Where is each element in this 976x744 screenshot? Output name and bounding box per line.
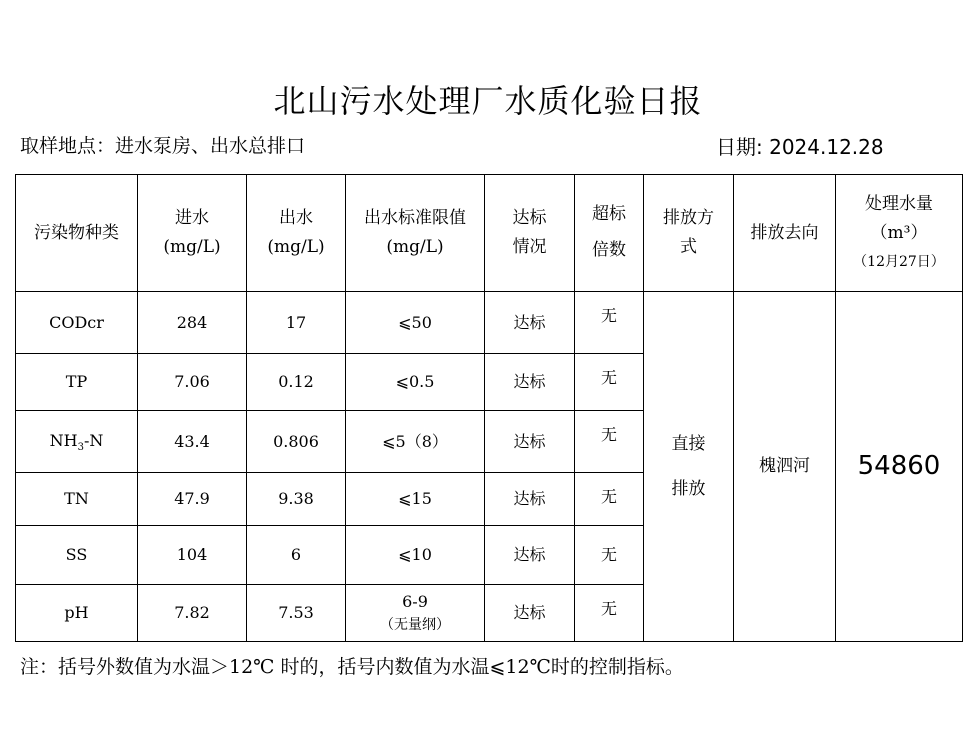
cell-exceed: 无 [575,354,644,411]
cell-outflow: 0.12 [247,354,346,411]
header-row [16,175,963,292]
header-discharge-mode: 排放方 式 [644,175,734,292]
water-quality-table [15,174,963,642]
cell-status: 达标 [485,292,575,354]
report-date: 日期: 2024.12.28 [716,135,884,159]
cell-status: 达标 [485,354,575,411]
cell-inflow: 43.4 [138,411,247,473]
cell-discharge-mode: 直接 排放 [644,292,734,642]
header-outflow: 出水 (mg/L) [247,175,346,292]
header-inflow: 进水 (mg/L) [138,175,247,292]
cell-status: 达标 [485,526,575,585]
cell-pollutant: TP [16,354,138,411]
sample-site: 取样地点：进水泵房、出水总排口 [20,135,306,157]
cell-outflow: 7.53 [247,585,346,642]
cell-exceed: 无 [575,473,644,526]
cell-limit: ⩽15 [346,473,485,526]
cell-status: 达标 [485,411,575,473]
header-volume: 处理水量 （m³） （12月27日） [836,175,963,292]
cell-outflow: 0.806 [247,411,346,473]
cell-limit: 6-9 （无量纲） [346,585,485,642]
cell-limit: ⩽10 [346,526,485,585]
cell-exceed: 无 [575,585,644,642]
cell-pollutant: SS [16,526,138,585]
cell-outflow: 9.38 [247,473,346,526]
header-status: 达标 情况 [485,175,575,292]
cell-limit: ⩽5（8） [346,411,485,473]
cell-outflow: 6 [247,526,346,585]
footnote: 注：括号外数值为水温＞12℃ 时的，括号内数值为水温⩽12℃时的控制指标。 [20,656,684,678]
cell-destination: 槐泗河 [734,292,836,642]
header-destination: 排放去向 [734,175,836,292]
cell-exceed: 无 [575,292,644,354]
cell-exceed: 无 [575,526,644,585]
cell-pollutant: CODcr [16,292,138,354]
cell-pollutant: pH [16,585,138,642]
cell-inflow: 7.82 [138,585,247,642]
cell-outflow: 17 [247,292,346,354]
cell-limit: ⩽50 [346,292,485,354]
cell-inflow: 47.9 [138,473,247,526]
cell-limit: ⩽0.5 [346,354,485,411]
header-exceed: 超标 倍数 [575,175,644,292]
cell-inflow: 284 [138,292,247,354]
cell-volume: 54860 [836,292,963,642]
header-pollutant: 污染物种类 [16,175,138,292]
cell-inflow: 7.06 [138,354,247,411]
cell-status: 达标 [485,473,575,526]
table-row [16,292,963,354]
cell-pollutant: $NH_3-N$ [16,411,138,473]
cell-exceed: 无 [575,411,644,473]
cell-inflow: 104 [138,526,247,585]
cell-pollutant: TN [16,473,138,526]
report-title: 北山污水处理厂水质化验日报 [273,82,703,120]
cell-status: 达标 [485,585,575,642]
header-limit: 出水标准限值 (mg/L) [346,175,485,292]
